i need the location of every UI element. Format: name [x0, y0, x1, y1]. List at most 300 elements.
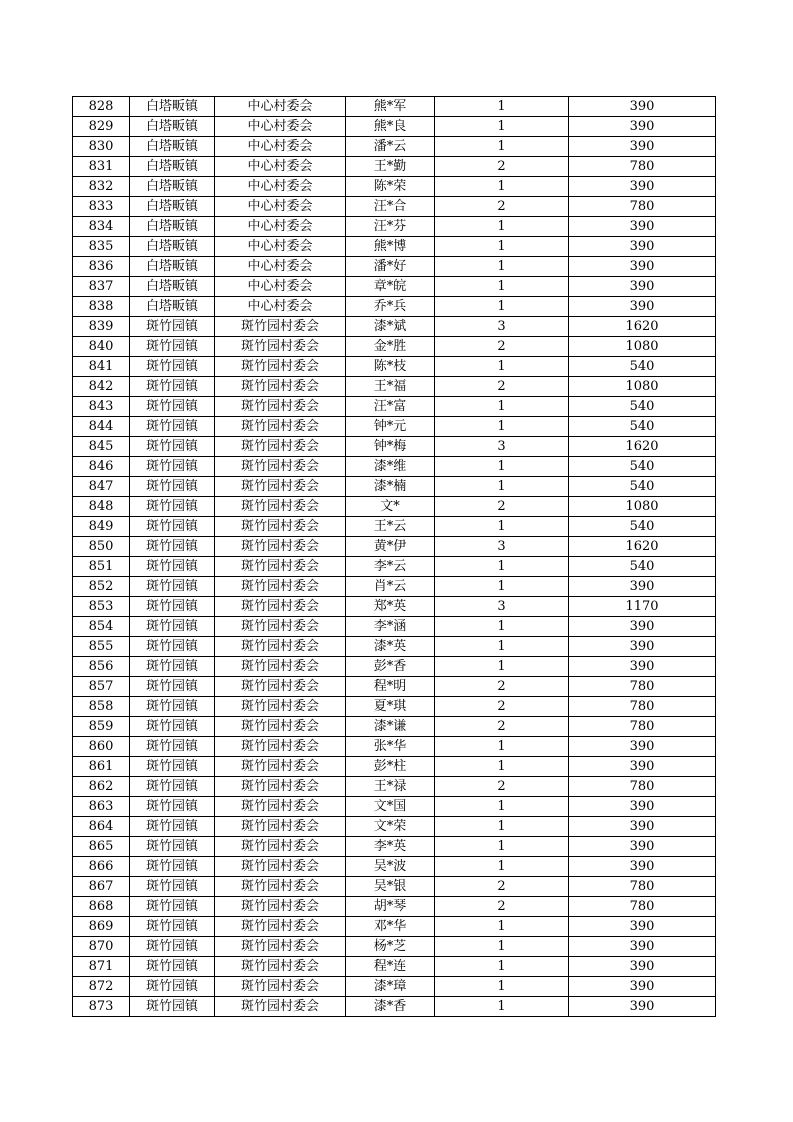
village-cell: 斑竹园村委会	[215, 517, 346, 537]
village-cell: 斑竹园村委会	[215, 917, 346, 937]
name-cell: 漆*斌	[346, 317, 435, 337]
count-cell: 1	[435, 957, 569, 977]
name-cell: 汪*富	[346, 397, 435, 417]
town-cell: 斑竹园镇	[130, 597, 215, 617]
row-number-cell: 866	[73, 857, 130, 877]
name-cell: 王*勤	[346, 157, 435, 177]
village-cell: 斑竹园村委会	[215, 617, 346, 637]
count-cell: 2	[435, 897, 569, 917]
name-cell: 李*英	[346, 837, 435, 857]
name-cell: 邓*华	[346, 917, 435, 937]
village-cell: 中心村委会	[215, 117, 346, 137]
village-cell: 斑竹园村委会	[215, 817, 346, 837]
village-cell: 斑竹园村委会	[215, 497, 346, 517]
village-cell: 中心村委会	[215, 257, 346, 277]
name-cell: 乔*兵	[346, 297, 435, 317]
table-row	[73, 337, 716, 357]
town-cell: 白塔畈镇	[130, 237, 215, 257]
name-cell: 夏*琪	[346, 697, 435, 717]
amount-cell: 540	[569, 477, 716, 497]
name-cell: 张*华	[346, 737, 435, 757]
name-cell: 李*涵	[346, 617, 435, 637]
town-cell: 斑竹园镇	[130, 977, 215, 997]
town-cell: 白塔畈镇	[130, 217, 215, 237]
village-cell: 斑竹园村委会	[215, 457, 346, 477]
amount-cell: 390	[569, 657, 716, 677]
amount-cell: 390	[569, 97, 716, 117]
row-number-cell: 853	[73, 597, 130, 617]
town-cell: 斑竹园镇	[130, 837, 215, 857]
town-cell: 斑竹园镇	[130, 917, 215, 937]
table-row	[73, 957, 716, 977]
amount-cell: 540	[569, 457, 716, 477]
count-cell: 2	[435, 877, 569, 897]
table-row	[73, 97, 716, 117]
row-number-cell: 860	[73, 737, 130, 757]
name-cell: 文*国	[346, 797, 435, 817]
count-cell: 2	[435, 697, 569, 717]
count-cell: 1	[435, 277, 569, 297]
amount-cell: 1080	[569, 377, 716, 397]
town-cell: 斑竹园镇	[130, 637, 215, 657]
village-cell: 斑竹园村委会	[215, 577, 346, 597]
town-cell: 斑竹园镇	[130, 517, 215, 537]
town-cell: 斑竹园镇	[130, 317, 215, 337]
table-row	[73, 877, 716, 897]
town-cell: 斑竹园镇	[130, 877, 215, 897]
row-number-cell: 845	[73, 437, 130, 457]
name-cell: 漆*璋	[346, 977, 435, 997]
town-cell: 斑竹园镇	[130, 937, 215, 957]
village-cell: 斑竹园村委会	[215, 557, 346, 577]
table-row	[73, 937, 716, 957]
amount-cell: 1620	[569, 437, 716, 457]
village-cell: 中心村委会	[215, 277, 346, 297]
village-cell: 斑竹园村委会	[215, 937, 346, 957]
count-cell: 1	[435, 137, 569, 157]
amount-cell: 780	[569, 897, 716, 917]
town-cell: 斑竹园镇	[130, 397, 215, 417]
count-cell: 1	[435, 757, 569, 777]
count-cell: 1	[435, 297, 569, 317]
town-cell: 斑竹园镇	[130, 417, 215, 437]
amount-cell: 780	[569, 157, 716, 177]
amount-cell: 390	[569, 997, 716, 1017]
name-cell: 程*明	[346, 677, 435, 697]
name-cell: 陈*枝	[346, 357, 435, 377]
town-cell: 斑竹园镇	[130, 777, 215, 797]
row-number-cell: 837	[73, 277, 130, 297]
row-number-cell: 862	[73, 777, 130, 797]
town-cell: 斑竹园镇	[130, 897, 215, 917]
row-number-cell: 840	[73, 337, 130, 357]
name-cell: 漆*谦	[346, 717, 435, 737]
village-cell: 斑竹园村委会	[215, 737, 346, 757]
count-cell: 2	[435, 377, 569, 397]
table-row	[73, 717, 716, 737]
amount-cell: 1080	[569, 337, 716, 357]
table-row	[73, 617, 716, 637]
table-row	[73, 597, 716, 617]
table-row	[73, 557, 716, 577]
row-number-cell: 849	[73, 517, 130, 537]
count-cell: 1	[435, 557, 569, 577]
name-cell: 章*皖	[346, 277, 435, 297]
town-cell: 斑竹园镇	[130, 477, 215, 497]
name-cell: 杨*芝	[346, 937, 435, 957]
table-row	[73, 917, 716, 937]
table-row	[73, 157, 716, 177]
amount-cell: 390	[569, 957, 716, 977]
village-cell: 中心村委会	[215, 237, 346, 257]
row-number-cell: 838	[73, 297, 130, 317]
village-cell: 斑竹园村委会	[215, 997, 346, 1017]
town-cell: 斑竹园镇	[130, 457, 215, 477]
town-cell: 白塔畈镇	[130, 197, 215, 217]
amount-cell: 1170	[569, 597, 716, 617]
village-cell: 斑竹园村委会	[215, 977, 346, 997]
amount-cell: 390	[569, 137, 716, 157]
town-cell: 白塔畈镇	[130, 117, 215, 137]
name-cell: 漆*英	[346, 637, 435, 657]
village-cell: 斑竹园村委会	[215, 837, 346, 857]
amount-cell: 390	[569, 117, 716, 137]
table-row	[73, 117, 716, 137]
town-cell: 斑竹园镇	[130, 677, 215, 697]
row-number-cell: 855	[73, 637, 130, 657]
count-cell: 1	[435, 937, 569, 957]
count-cell: 1	[435, 617, 569, 637]
count-cell: 1	[435, 817, 569, 837]
table-row	[73, 457, 716, 477]
table-row	[73, 897, 716, 917]
table-row	[73, 737, 716, 757]
count-cell: 2	[435, 157, 569, 177]
amount-cell: 1620	[569, 537, 716, 557]
town-cell: 斑竹园镇	[130, 537, 215, 557]
town-cell: 斑竹园镇	[130, 357, 215, 377]
town-cell: 白塔畈镇	[130, 277, 215, 297]
name-cell: 熊*军	[346, 97, 435, 117]
village-cell: 斑竹园村委会	[215, 757, 346, 777]
row-number-cell: 829	[73, 117, 130, 137]
town-cell: 白塔畈镇	[130, 137, 215, 157]
row-number-cell: 833	[73, 197, 130, 217]
amount-cell: 1620	[569, 317, 716, 337]
village-cell: 斑竹园村委会	[215, 597, 346, 617]
village-cell: 斑竹园村委会	[215, 477, 346, 497]
name-cell: 文*	[346, 497, 435, 517]
name-cell: 潘*云	[346, 137, 435, 157]
village-cell: 中心村委会	[215, 177, 346, 197]
town-cell: 白塔畈镇	[130, 177, 215, 197]
name-cell: 王*禄	[346, 777, 435, 797]
town-cell: 斑竹园镇	[130, 617, 215, 637]
village-cell: 中心村委会	[215, 137, 346, 157]
amount-cell: 390	[569, 737, 716, 757]
village-cell: 斑竹园村委会	[215, 637, 346, 657]
name-cell: 钟*梅	[346, 437, 435, 457]
count-cell: 1	[435, 397, 569, 417]
table-row	[73, 197, 716, 217]
row-number-cell: 863	[73, 797, 130, 817]
count-cell: 1	[435, 517, 569, 537]
count-cell: 1	[435, 477, 569, 497]
town-cell: 白塔畈镇	[130, 297, 215, 317]
village-cell: 斑竹园村委会	[215, 537, 346, 557]
town-cell: 斑竹园镇	[130, 557, 215, 577]
row-number-cell: 828	[73, 97, 130, 117]
amount-cell: 780	[569, 197, 716, 217]
count-cell: 2	[435, 717, 569, 737]
village-cell: 斑竹园村委会	[215, 397, 346, 417]
roster-table-body	[73, 97, 716, 1017]
count-cell: 3	[435, 597, 569, 617]
amount-cell: 540	[569, 557, 716, 577]
village-cell: 斑竹园村委会	[215, 717, 346, 737]
row-number-cell: 857	[73, 677, 130, 697]
amount-cell: 390	[569, 177, 716, 197]
count-cell: 1	[435, 177, 569, 197]
row-number-cell: 858	[73, 697, 130, 717]
village-cell: 中心村委会	[215, 197, 346, 217]
table-row	[73, 137, 716, 157]
amount-cell: 390	[569, 837, 716, 857]
table-row	[73, 797, 716, 817]
table-row	[73, 657, 716, 677]
village-cell: 斑竹园村委会	[215, 377, 346, 397]
row-number-cell: 839	[73, 317, 130, 337]
town-cell: 斑竹园镇	[130, 997, 215, 1017]
name-cell: 程*连	[346, 957, 435, 977]
amount-cell: 390	[569, 977, 716, 997]
town-cell: 白塔畈镇	[130, 157, 215, 177]
count-cell: 2	[435, 677, 569, 697]
table-row	[73, 857, 716, 877]
row-number-cell: 864	[73, 817, 130, 837]
table-row	[73, 397, 716, 417]
name-cell: 漆*香	[346, 997, 435, 1017]
count-cell: 1	[435, 457, 569, 477]
village-cell: 斑竹园村委会	[215, 357, 346, 377]
row-number-cell: 859	[73, 717, 130, 737]
name-cell: 钟*元	[346, 417, 435, 437]
name-cell: 黄*伊	[346, 537, 435, 557]
name-cell: 漆*维	[346, 457, 435, 477]
count-cell: 1	[435, 577, 569, 597]
row-number-cell: 831	[73, 157, 130, 177]
table-row	[73, 237, 716, 257]
amount-cell: 780	[569, 717, 716, 737]
row-number-cell: 834	[73, 217, 130, 237]
name-cell: 熊*良	[346, 117, 435, 137]
row-number-cell: 830	[73, 137, 130, 157]
count-cell: 1	[435, 917, 569, 937]
table-row	[73, 357, 716, 377]
count-cell: 1	[435, 97, 569, 117]
table-row	[73, 417, 716, 437]
name-cell: 彭*香	[346, 657, 435, 677]
village-cell: 中心村委会	[215, 297, 346, 317]
table-row	[73, 317, 716, 337]
count-cell: 1	[435, 977, 569, 997]
table-row	[73, 777, 716, 797]
count-cell: 1	[435, 997, 569, 1017]
count-cell: 1	[435, 357, 569, 377]
count-cell: 3	[435, 537, 569, 557]
table-row	[73, 637, 716, 657]
count-cell: 1	[435, 117, 569, 137]
village-cell: 斑竹园村委会	[215, 777, 346, 797]
name-cell: 熊*博	[346, 237, 435, 257]
name-cell: 王*云	[346, 517, 435, 537]
table-row	[73, 497, 716, 517]
amount-cell: 780	[569, 877, 716, 897]
amount-cell: 390	[569, 937, 716, 957]
count-cell: 1	[435, 657, 569, 677]
town-cell: 斑竹园镇	[130, 657, 215, 677]
town-cell: 斑竹园镇	[130, 577, 215, 597]
row-number-cell: 856	[73, 657, 130, 677]
row-number-cell: 850	[73, 537, 130, 557]
town-cell: 斑竹园镇	[130, 337, 215, 357]
count-cell: 1	[435, 417, 569, 437]
town-cell: 斑竹园镇	[130, 737, 215, 757]
name-cell: 漆*楠	[346, 477, 435, 497]
name-cell: 肖*云	[346, 577, 435, 597]
count-cell: 1	[435, 857, 569, 877]
name-cell: 汪*合	[346, 197, 435, 217]
table-row	[73, 297, 716, 317]
name-cell: 胡*琴	[346, 897, 435, 917]
town-cell: 斑竹园镇	[130, 857, 215, 877]
name-cell: 潘*好	[346, 257, 435, 277]
row-number-cell: 843	[73, 397, 130, 417]
table-row	[73, 837, 716, 857]
count-cell: 1	[435, 217, 569, 237]
row-number-cell: 873	[73, 997, 130, 1017]
row-number-cell: 835	[73, 237, 130, 257]
table-row	[73, 377, 716, 397]
count-cell: 2	[435, 497, 569, 517]
amount-cell: 390	[569, 757, 716, 777]
name-cell: 吴*银	[346, 877, 435, 897]
amount-cell: 390	[569, 297, 716, 317]
village-cell: 斑竹园村委会	[215, 697, 346, 717]
amount-cell: 390	[569, 237, 716, 257]
village-cell: 斑竹园村委会	[215, 877, 346, 897]
village-cell: 斑竹园村委会	[215, 657, 346, 677]
town-cell: 斑竹园镇	[130, 437, 215, 457]
amount-cell: 390	[569, 637, 716, 657]
row-number-cell: 870	[73, 937, 130, 957]
roster-table	[72, 96, 716, 1017]
amount-cell: 1080	[569, 497, 716, 517]
village-cell: 斑竹园村委会	[215, 677, 346, 697]
amount-cell: 780	[569, 677, 716, 697]
count-cell: 1	[435, 257, 569, 277]
table-row	[73, 817, 716, 837]
amount-cell: 780	[569, 697, 716, 717]
village-cell: 斑竹园村委会	[215, 337, 346, 357]
count-cell: 3	[435, 437, 569, 457]
amount-cell: 390	[569, 217, 716, 237]
name-cell: 李*云	[346, 557, 435, 577]
table-row	[73, 677, 716, 697]
row-number-cell: 869	[73, 917, 130, 937]
name-cell: 汪*芬	[346, 217, 435, 237]
table-row	[73, 517, 716, 537]
name-cell: 吴*波	[346, 857, 435, 877]
amount-cell: 540	[569, 417, 716, 437]
row-number-cell: 861	[73, 757, 130, 777]
row-number-cell: 847	[73, 477, 130, 497]
table-row	[73, 437, 716, 457]
name-cell: 陈*荣	[346, 177, 435, 197]
village-cell: 中心村委会	[215, 157, 346, 177]
amount-cell: 390	[569, 917, 716, 937]
town-cell: 斑竹园镇	[130, 717, 215, 737]
amount-cell: 390	[569, 797, 716, 817]
row-number-cell: 832	[73, 177, 130, 197]
table-row	[73, 757, 716, 777]
row-number-cell: 851	[73, 557, 130, 577]
town-cell: 斑竹园镇	[130, 757, 215, 777]
village-cell: 斑竹园村委会	[215, 897, 346, 917]
row-number-cell: 852	[73, 577, 130, 597]
row-number-cell: 848	[73, 497, 130, 517]
amount-cell: 540	[569, 517, 716, 537]
town-cell: 斑竹园镇	[130, 497, 215, 517]
count-cell: 1	[435, 237, 569, 257]
row-number-cell: 867	[73, 877, 130, 897]
row-number-cell: 868	[73, 897, 130, 917]
count-cell: 1	[435, 637, 569, 657]
table-row	[73, 997, 716, 1017]
table-row	[73, 977, 716, 997]
count-cell: 2	[435, 197, 569, 217]
village-cell: 斑竹园村委会	[215, 437, 346, 457]
name-cell: 彭*柱	[346, 757, 435, 777]
village-cell: 中心村委会	[215, 97, 346, 117]
row-number-cell: 844	[73, 417, 130, 437]
row-number-cell: 846	[73, 457, 130, 477]
table-row	[73, 217, 716, 237]
town-cell: 斑竹园镇	[130, 697, 215, 717]
table-row	[73, 177, 716, 197]
village-cell: 斑竹园村委会	[215, 797, 346, 817]
village-cell: 斑竹园村委会	[215, 317, 346, 337]
village-cell: 斑竹园村委会	[215, 417, 346, 437]
table-row	[73, 277, 716, 297]
table-row	[73, 257, 716, 277]
count-cell: 2	[435, 337, 569, 357]
village-cell: 斑竹园村委会	[215, 957, 346, 977]
town-cell: 斑竹园镇	[130, 377, 215, 397]
row-number-cell: 842	[73, 377, 130, 397]
row-number-cell: 871	[73, 957, 130, 977]
town-cell: 斑竹园镇	[130, 797, 215, 817]
table-row	[73, 537, 716, 557]
town-cell: 斑竹园镇	[130, 817, 215, 837]
table-row	[73, 477, 716, 497]
amount-cell: 390	[569, 617, 716, 637]
count-cell: 3	[435, 317, 569, 337]
count-cell: 2	[435, 777, 569, 797]
name-cell: 王*福	[346, 377, 435, 397]
town-cell: 斑竹园镇	[130, 957, 215, 977]
amount-cell: 390	[569, 277, 716, 297]
